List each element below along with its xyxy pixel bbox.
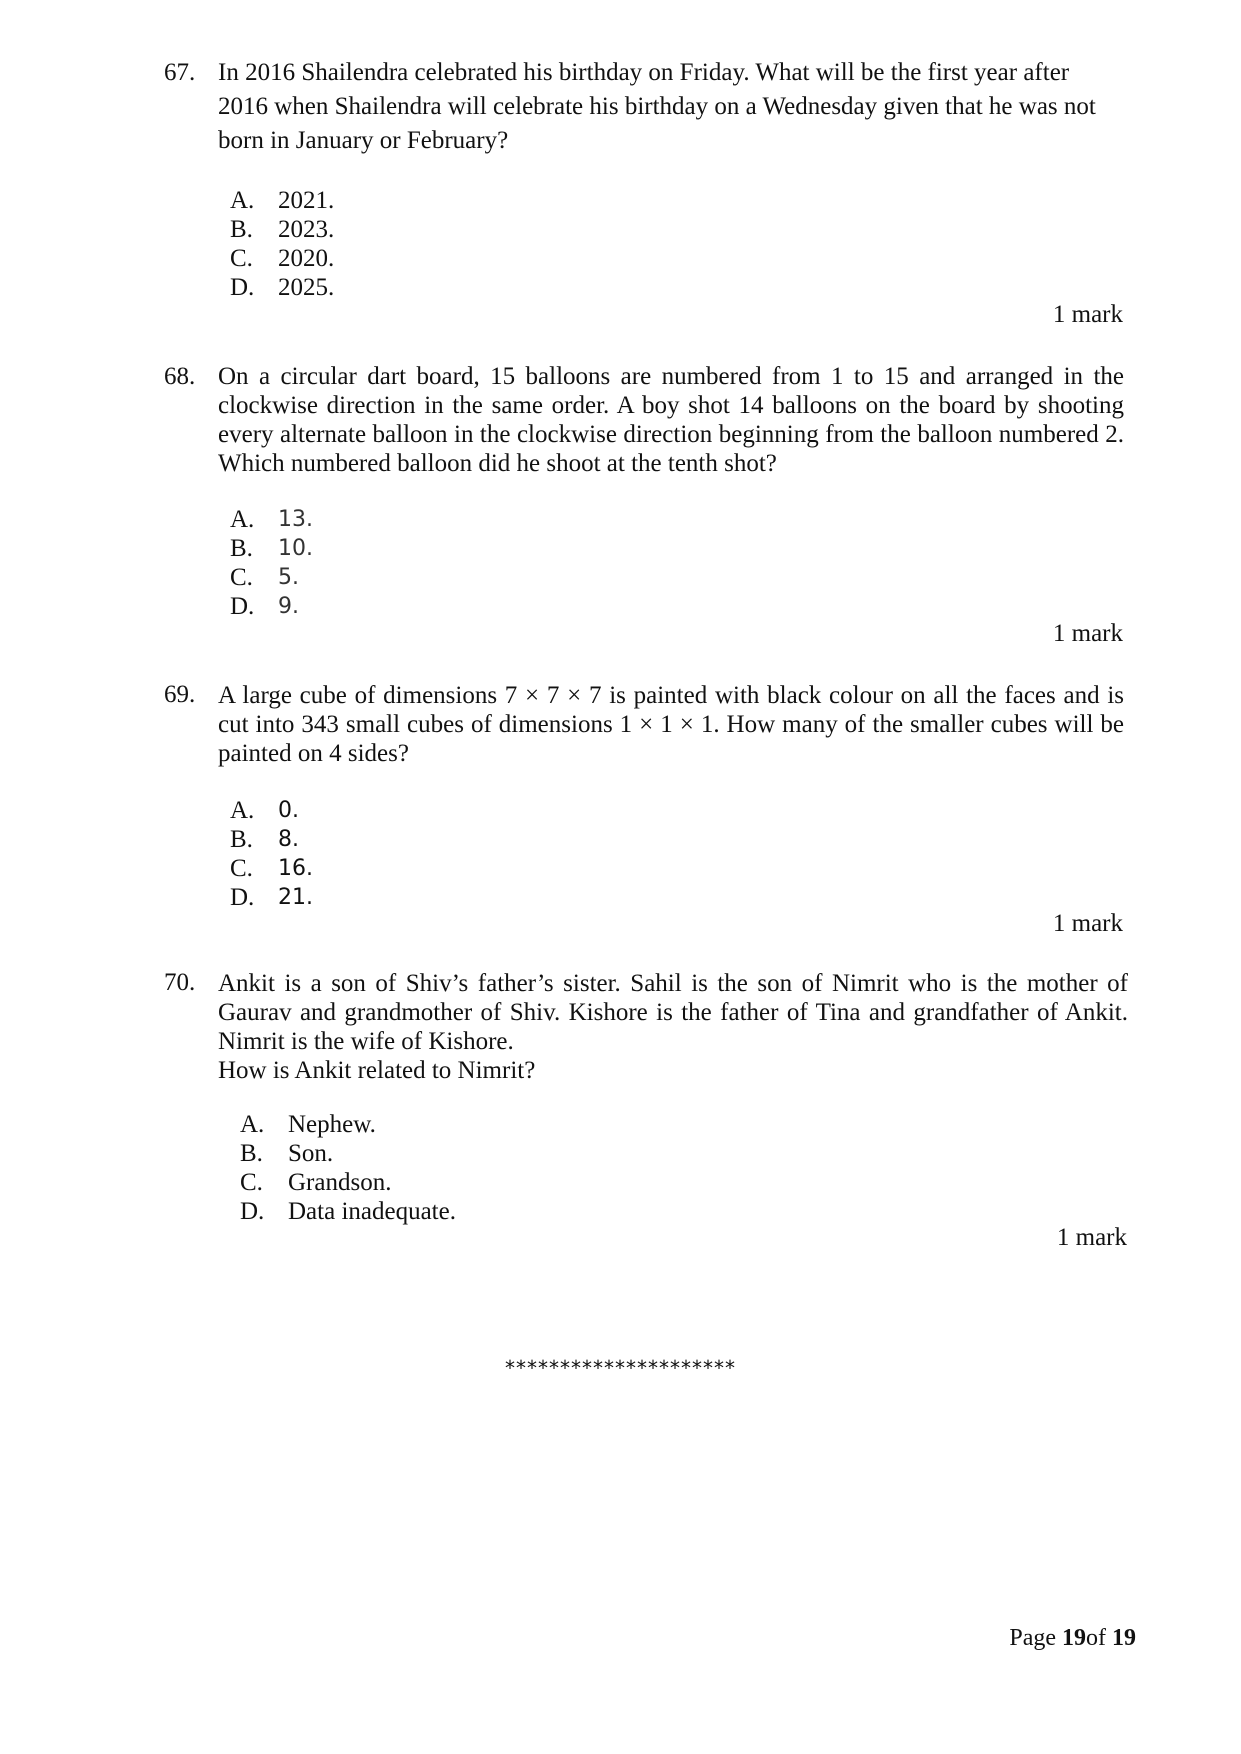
option-a	[230, 186, 334, 215]
option-text: 5.	[278, 565, 299, 590]
question-number: 67.	[164, 59, 196, 86]
option-text: 2020.	[278, 245, 335, 272]
option-letter: B.	[230, 826, 253, 853]
option-letter: D.	[230, 884, 255, 911]
option-text: 9.	[278, 594, 299, 619]
option-d	[230, 273, 334, 302]
total-pages: 19	[1112, 1625, 1136, 1651]
question-text: On a circular dart board, 15 balloons are numbered from 1 to 15 and arranged in the clockwise direction in the same order. A boy shot 14 balloons on the board by shooting every alternate balloon in the clockwise direction beginning from the balloon numbered 2. Which numbered balloon did he shoot at the tenth shot?	[218, 363, 1124, 477]
option-c	[230, 854, 313, 883]
option-text: 13.	[278, 507, 313, 532]
option-b	[230, 215, 334, 244]
question-text	[218, 56, 1124, 158]
option-text: 16.	[278, 856, 313, 881]
options-list	[230, 186, 334, 302]
end-marker: *********************	[505, 1356, 736, 1380]
question-prompt: How is Ankit related to Nimrit?	[218, 1057, 536, 1084]
mark-label: 1 mark	[1052, 301, 1123, 328]
option-text: Son.	[288, 1140, 334, 1167]
question-text	[218, 969, 1128, 1085]
option-text: Data inadequate.	[288, 1198, 456, 1225]
option-a	[230, 505, 313, 534]
question-number: 70.	[164, 969, 196, 996]
option-b	[240, 1139, 456, 1168]
mark-label: 1 mark	[1056, 1224, 1127, 1251]
of-label: of	[1086, 1625, 1106, 1651]
question-text-line: 2016 when Shailendra will celebrate his birthday on a Wednesday given that he was not	[218, 93, 1096, 120]
option-d	[240, 1197, 456, 1226]
option-a	[240, 1110, 456, 1139]
option-letter: C.	[230, 855, 253, 882]
option-d	[230, 883, 313, 912]
option-c	[230, 563, 313, 592]
option-letter: D.	[230, 593, 255, 620]
option-letter: C.	[240, 1169, 263, 1196]
option-letter: A.	[230, 506, 255, 533]
option-text: 0.	[278, 798, 299, 823]
option-letter: C.	[230, 564, 253, 591]
options-list	[240, 1110, 456, 1226]
question-text-line: born in January or February?	[218, 127, 509, 154]
option-letter: A.	[230, 187, 255, 214]
option-letter: A.	[240, 1111, 265, 1138]
option-text: 8.	[278, 827, 299, 852]
option-text: 2023.	[278, 216, 335, 243]
option-text: 10.	[278, 536, 313, 561]
mark-label: 1 mark	[1052, 620, 1123, 647]
option-letter: D.	[240, 1198, 265, 1225]
option-b	[230, 825, 313, 854]
option-letter: D.	[230, 274, 255, 301]
option-letter: B.	[230, 216, 253, 243]
question-text-paragraph: Ankit is a son of Shiv’s father’s sister. Sahil is the son of Nimrit who is the mother of Gaurav and grandmother of Shiv. Kishore is the father of Tina and grandfather of Ankit. Nimrit is the wife of Kishore.	[218, 970, 1128, 1055]
question-text: A large cube of dimensions 7 × 7 × 7 is painted with black colour on all the faces and is cut into 343 small cubes of dimensions 1 × 1 × 1. How many of the smaller cubes will be painted on 4 sides?	[218, 682, 1124, 767]
option-b	[230, 534, 313, 563]
page-label: Page	[1009, 1625, 1056, 1651]
page-footer	[1009, 1625, 1136, 1652]
options-list	[230, 796, 313, 912]
option-letter: A.	[230, 797, 255, 824]
mark-label: 1 mark	[1052, 910, 1123, 937]
question-text-line: In 2016 Shailendra celebrated his birthday on Friday. What will be the first year after	[218, 59, 1070, 86]
current-page: 19	[1062, 1625, 1086, 1651]
option-letter: B.	[230, 535, 253, 562]
option-text: 2021.	[278, 187, 335, 214]
option-c	[230, 244, 334, 273]
option-c	[240, 1168, 456, 1197]
option-d	[230, 592, 313, 621]
option-text: 2025.	[278, 274, 335, 301]
question-number: 69.	[164, 681, 196, 708]
options-list	[230, 505, 313, 621]
option-letter: B.	[240, 1140, 263, 1167]
option-a	[230, 796, 313, 825]
option-letter: C.	[230, 245, 253, 272]
question-number: 68.	[164, 363, 196, 390]
option-text: Nephew.	[288, 1111, 376, 1138]
option-text: 21.	[278, 885, 313, 910]
option-text: Grandson.	[288, 1169, 392, 1196]
